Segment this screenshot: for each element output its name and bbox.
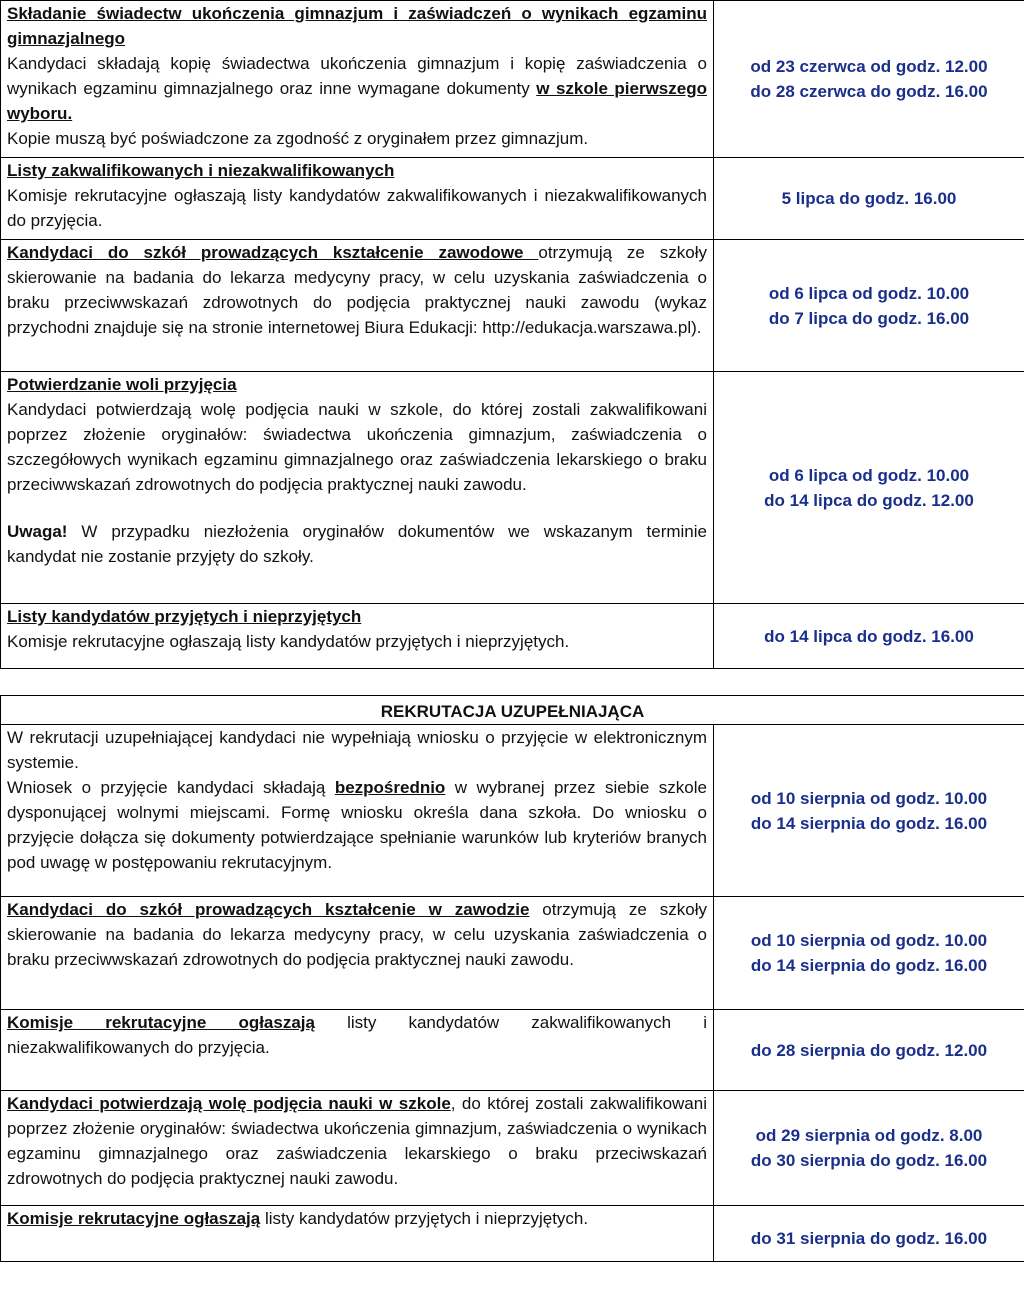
row-description [1,372,714,604]
row-text: Komisje rekrutacyjne ogłaszają listy kandydatów zakwalifikowanych i niezakwalifikowanych do przyjęcia. [7,186,707,230]
row-title: Komisje rekrutacyjne ogłaszają [7,1209,261,1228]
date-deadline: do 31 sierpnia do godz. 16.00 [750,1229,988,1248]
section-heading-row [1,696,1024,725]
row-date [714,1010,1024,1091]
date-from: od 29 sierpnia od godz. 8.00 [755,1126,983,1145]
row-date [714,1,1024,158]
row-text: W rekrutacji uzupełniającej kandydaci nie wypełniają wniosku o przyjęcie w elektronicznym systemie. [7,728,707,772]
date-deadline: do 28 sierpnia do godz. 12.00 [750,1040,988,1060]
date-from: od 6 lipca od godz. 10.00 [768,283,970,303]
row-text: Kopie muszą być poświadczone za zgodność z oryginałem przez gimnazjum. [7,129,589,148]
row-date [714,604,1024,669]
date-to: do 14 lipca do godz. 12.00 [764,490,974,510]
row-title: Kandydaci potwierdzają wolę podjęcia nauki w szkole [7,1094,451,1113]
row-description [1,1,714,158]
section-heading: REKRUTACJA UZUPEŁNIAJĄCA [1,696,1024,725]
schedule-row [1,240,1024,372]
row-description [1,1206,714,1262]
schedule-row [1,1,1024,158]
date-from: od 23 czerwca od godz. 12.00 [750,57,988,76]
row-emphasis: bezpośrednio [334,778,446,797]
row-description [1,1010,714,1091]
date-from: od 10 sierpnia od godz. 10.00 [750,788,988,808]
row-text: , do której zostali zakwalifikowani poprzez złożenie oryginałów: świadectwa ukończenia gimnazjum, zaświadczenia o wynikach egzaminu gimnazjalnego oraz zaświadczenia lekarskiego o braku przeciwskazań zdrowotnych do podjęcia praktycznej nauki zawodu. [7,1094,707,1188]
row-description [1,1091,714,1206]
row-title: Listy zakwalifikowanych i niezakwalifikowanych [7,161,395,180]
row-text: Wniosek o przyjęcie kandydaci składają [7,778,335,797]
row-date [714,1206,1024,1262]
schedule-row [1,604,1024,669]
row-date [714,158,1024,240]
row-description [1,725,714,897]
row-text: Komisje rekrutacyjne ogłaszają listy kandydatów przyjętych i nieprzyjętych. [7,632,570,651]
row-description [1,604,714,669]
row-date [714,240,1024,372]
schedule-row [1,897,1024,1010]
row-description [1,158,714,240]
row-title: Potwierdzanie woli przyjęcia [7,375,237,394]
date-from: od 6 lipca od godz. 10.00 [768,465,970,485]
schedule-row [1,725,1024,897]
row-title: Kandydaci do szkół prowadzących kształcenie zawodowe [7,243,539,262]
row-text: Kandydaci składają kopię świadectwa ukończenia gimnazjum i kopię zaświadczenia o wynikach egzaminu gimnazjalnego oraz inne wymagane dokumenty [7,54,707,98]
schedule-row [1,158,1024,240]
row-title: Kandydaci do szkół prowadzących kształcenie w zawodzie [7,900,530,919]
row-text: listy kandydatów zakwalifikowanych i niezakwalifikowanych do przyjęcia. [7,1013,707,1057]
schedule-row [1,1206,1024,1262]
date-deadline: do 14 lipca do godz. 16.00 [764,626,974,646]
row-emphasis: w szkole pierwszego wyboru. [7,79,707,123]
row-text: w wybranej przez siebie szkole dysponującej wolnymi miejscami. Formę wniosku określa dana szkoła. Do wniosku o przyjęcie dołącza się dokumenty potwierdzające spełnianie warunków lub kryteriów branych pod uwagę w postępowaniu rekrutacyjnym. [7,778,707,872]
schedule-row [1,372,1024,604]
date-to: do 28 czerwca do godz. 16.00 [750,82,988,101]
row-date [714,897,1024,1010]
supplementary-schedule-table [0,695,1024,1262]
row-date [714,1091,1024,1206]
row-description [1,240,714,372]
date-to: do 30 sierpnia do godz. 16.00 [750,1151,988,1170]
warning-label: Uwaga! [7,522,68,541]
row-text: Kandydaci potwierdzają wolę podjęcia nauki w szkole, do której zostali zakwalifikowani poprzez złożenie oryginałów: świadectwa ukończenia gimnazjum, zaświadczenia o szczegółowych wynikach egzaminu gimnazjalnego oraz zaświadczenia lekarskiego o braku przeciwwskazań zdrowotnych do podjęcia praktycznej nauki zawodu. [7,400,707,494]
date-to: do 14 sierpnia do godz. 16.00 [750,956,988,975]
date-deadline: 5 lipca do godz. 16.00 [781,189,957,208]
row-description [1,897,714,1010]
row-text: listy kandydatów przyjętych i nieprzyjętych. [260,1209,589,1228]
row-title: Komisje rekrutacyjne ogłaszają [7,1013,315,1032]
schedule-row [1,1091,1024,1206]
warning-text: W przypadku niezłożenia oryginałów dokumentów we wskazanym terminie kandydat nie zostanie przyjęty do szkoły. [7,522,707,566]
row-title: Listy kandydatów przyjętych i nieprzyjętych [7,607,362,626]
schedule-row [1,1010,1024,1091]
row-text: otrzymują ze szkoły skierowanie na badania do lekarza medycyny pracy, w celu uzyskania zaświadczenia o braku przeciwwskazań zdrowotnych do podjęcia praktycznej nauki zawodu. [7,900,707,969]
row-date [714,372,1024,604]
row-text: otrzymują ze szkoły skierowanie na badania do lekarza medycyny pracy, w celu uzyskania zaświadczenia o braku przeciwwskazań zdrowotnych do podjęcia praktycznej nauki zawodu (wykaz przychodni znajduje się na stronie internetowej Biura Edukacji: http://edukacja.warszawa.pl). [7,243,707,337]
date-to: do 14 sierpnia do godz. 16.00 [750,813,988,833]
date-to: do 7 lipca do godz. 16.00 [768,308,970,328]
row-title: Składanie świadectw ukończenia gimnazjum i zaświadczeń o wynikach egzaminu gimnazjalnego [7,4,707,48]
date-from: od 10 sierpnia od godz. 10.00 [750,931,988,950]
row-date [714,725,1024,897]
